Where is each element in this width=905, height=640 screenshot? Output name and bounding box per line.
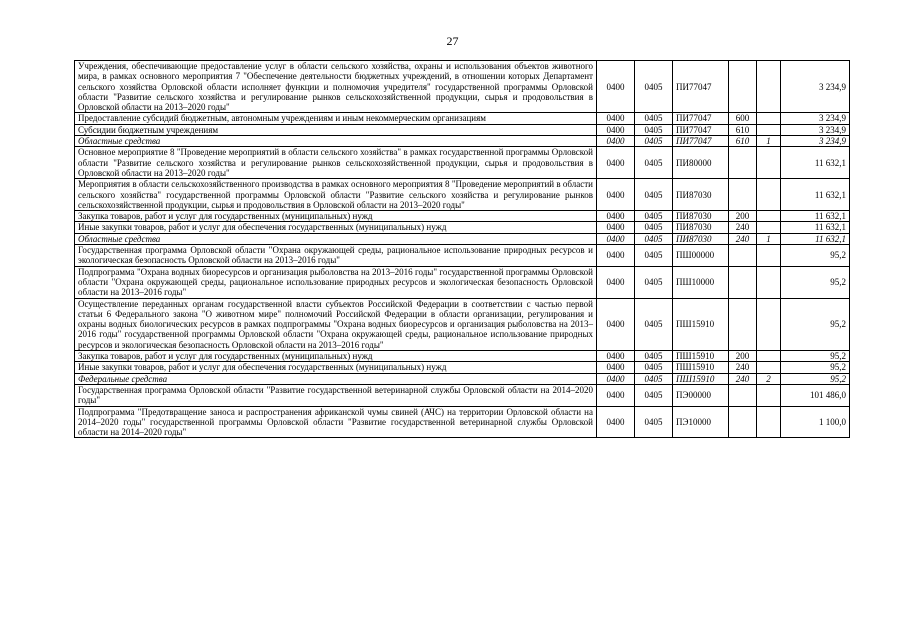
section-code: 0400: [597, 351, 635, 362]
section-code: 0400: [597, 179, 635, 211]
table-row: [75, 124, 850, 135]
row-name: Подпрограмма "Предотвращение заноса и распространения африканской чумы свиней (АЧС) на территории Орловской области на 2014–2020 годы" государственной программы Орловской области "Развитие государственной ветеринарной службы Орловской области на 2014–2020 годы": [75, 406, 597, 438]
table-row: [75, 211, 850, 222]
row-name: Предоставление субсидий бюджетным, автономным учреждениям и иным некоммерческим организациям: [75, 113, 597, 124]
section-code: 0400: [597, 298, 635, 350]
expense-type-code: [729, 384, 757, 406]
target-article-code: ПШ15910: [673, 362, 729, 373]
subsection-code: 0405: [635, 245, 673, 267]
funding-source-code: [757, 351, 781, 362]
expense-type-code: 200: [729, 211, 757, 222]
subsection-code: 0405: [635, 362, 673, 373]
subsection-code: 0405: [635, 179, 673, 211]
row-name: Областные средства: [75, 136, 597, 147]
funding-source-code: [757, 211, 781, 222]
table-row: [75, 113, 850, 124]
subsection-code: 0405: [635, 233, 673, 244]
amount: 3 234,9: [781, 136, 850, 147]
row-name: Учреждения, обеспечивающие предоставление услуг в области сельского хозяйства, охраны и использования объектов животного мира, в рамках основного мероприятия 7 "Обеспечение деятельности бюджетных учреждений, в отношении которых Департамент сельского хозяйства Орловской области исполняет функции и полномочия учредителя" государственной программы Орловской области "Развитие сельского хозяйства и регулирование рынков сельскохозяйственной продукции, сырья и продовольствия в Орловской области на 2013–2020 годы": [75, 61, 597, 113]
amount: 95,2: [781, 373, 850, 384]
target-article-code: ПИ77047: [673, 61, 729, 113]
section-code: 0400: [597, 222, 635, 233]
expense-type-code: [729, 147, 757, 179]
section-code: 0400: [597, 147, 635, 179]
table-row: [75, 351, 850, 362]
subsection-code: 0405: [635, 124, 673, 135]
funding-source-code: [757, 179, 781, 211]
expense-type-code: 200: [729, 351, 757, 362]
expense-type-code: 240: [729, 233, 757, 244]
amount: 101 486,0: [781, 384, 850, 406]
amount: 95,2: [781, 298, 850, 350]
expense-type-code: [729, 298, 757, 350]
subsection-code: 0405: [635, 298, 673, 350]
expense-type-code: 240: [729, 373, 757, 384]
row-name: Иные закупки товаров, работ и услуг для обеспечения государственных (муниципальных) нужд: [75, 222, 597, 233]
subsection-code: 0405: [635, 211, 673, 222]
section-code: 0400: [597, 113, 635, 124]
expense-type-code: 610: [729, 124, 757, 135]
row-name: Закупка товаров, работ и услуг для государственных (муниципальных) нужд: [75, 211, 597, 222]
table-row: [75, 266, 850, 298]
amount: 11 632,1: [781, 222, 850, 233]
target-article-code: ПЭ00000: [673, 384, 729, 406]
funding-source-code: [757, 124, 781, 135]
amount: 11 632,1: [781, 179, 850, 211]
row-name: Государственная программа Орловской области "Охрана окружающей среды, рациональное использование природных ресурсов и экологическая безопасность Орловской области на 2013–2016 годы": [75, 245, 597, 267]
table-row: [75, 147, 850, 179]
section-code: 0400: [597, 61, 635, 113]
row-name: Основное мероприятие 8 "Проведение мероприятий в области сельского хозяйства" в рамках государственной программы Орловской области "Развитие сельского хозяйства и регулирование рынков сельскохозяйственной продукции, сырья и продовольствия в Орловской области на 2013–2020 годы": [75, 147, 597, 179]
funding-source-code: [757, 298, 781, 350]
expense-type-code: 600: [729, 113, 757, 124]
amount: 11 632,1: [781, 147, 850, 179]
subsection-code: 0405: [635, 406, 673, 438]
section-code: 0400: [597, 384, 635, 406]
table-row: [75, 233, 850, 244]
table-row: [75, 245, 850, 267]
expense-type-code: [729, 406, 757, 438]
funding-source-code: 1: [757, 136, 781, 147]
subsection-code: 0405: [635, 136, 673, 147]
target-article-code: ПИ77047: [673, 113, 729, 124]
table-row: [75, 406, 850, 438]
row-name: Подпрограмма "Охрана водных биоресурсов и организация рыболовства на 2013–2016 годы" государственной программы Орловской области "Охрана окружающей среды, рациональное использование природных ресурсов и экологическая безопасность Орловской области на 2013–2016 годы": [75, 266, 597, 298]
target-article-code: ПШ15910: [673, 298, 729, 350]
amount: 11 632,1: [781, 211, 850, 222]
table-row: [75, 384, 850, 406]
expense-type-code: 240: [729, 362, 757, 373]
section-code: 0400: [597, 266, 635, 298]
subsection-code: 0405: [635, 384, 673, 406]
page-number: 27: [446, 34, 459, 48]
row-name: Областные средства: [75, 233, 597, 244]
amount: 95,2: [781, 266, 850, 298]
section-code: 0400: [597, 136, 635, 147]
funding-source-code: [757, 245, 781, 267]
funding-source-code: [757, 113, 781, 124]
target-article-code: ПИ87030: [673, 211, 729, 222]
amount: 3 234,9: [781, 113, 850, 124]
subsection-code: 0405: [635, 147, 673, 179]
expense-type-code: 240: [729, 222, 757, 233]
row-name: Государственная программа Орловской области "Развитие государственной ветеринарной службы Орловской области на 2014–2020 годы": [75, 384, 597, 406]
funding-source-code: [757, 406, 781, 438]
table-row: [75, 362, 850, 373]
row-name: Осуществление переданных органам государственной власти субъектов Российской Федерации в соответствии с частью первой статьи 6 Федерального закона "О животном мире" полномочий Российской Федерации в области организации, регулирования и охраны водных биологических ресурсов в рамках подпрограммы "Охрана водных биоресурсов и организация рыболовства на 2013–2016 годы" государственной программы Орловской области "Охрана окружающей среды, рациональное использование природных ресурсов и экологическая безопасность Орловской области на 2013–2016 годы": [75, 298, 597, 350]
target-article-code: ПЭ10000: [673, 406, 729, 438]
table-row: [75, 373, 850, 384]
subsection-code: 0405: [635, 113, 673, 124]
subsection-code: 0405: [635, 351, 673, 362]
funding-source-code: [757, 61, 781, 113]
target-article-code: ПШ15910: [673, 373, 729, 384]
target-article-code: ПШ10000: [673, 266, 729, 298]
row-name: Федеральные средства: [75, 373, 597, 384]
funding-source-code: [757, 147, 781, 179]
amount: 1 100,0: [781, 406, 850, 438]
table-row: [75, 179, 850, 211]
target-article-code: ПШ00000: [673, 245, 729, 267]
section-code: 0400: [597, 245, 635, 267]
subsection-code: 0405: [635, 222, 673, 233]
amount: 3 234,9: [781, 61, 850, 113]
table-row: [75, 298, 850, 350]
section-code: 0400: [597, 362, 635, 373]
row-name: Закупка товаров, работ и услуг для государственных (муниципальных) нужд: [75, 351, 597, 362]
expense-type-code: 610: [729, 136, 757, 147]
funding-source-code: [757, 222, 781, 233]
section-code: 0400: [597, 406, 635, 438]
table-row: [75, 61, 850, 113]
amount: 3 234,9: [781, 124, 850, 135]
subsection-code: 0405: [635, 266, 673, 298]
row-name: Субсидии бюджетным учреждениям: [75, 124, 597, 135]
table-row: [75, 136, 850, 147]
budget-table: [74, 60, 850, 438]
target-article-code: ПИ87030: [673, 233, 729, 244]
expense-type-code: [729, 61, 757, 113]
target-article-code: ПИ77047: [673, 136, 729, 147]
section-code: 0400: [597, 373, 635, 384]
section-code: 0400: [597, 233, 635, 244]
section-code: 0400: [597, 124, 635, 135]
row-name: Мероприятия в области сельскохозяйственного производства в рамках основного мероприятия 8 "Проведение мероприятий в области сельского хозяйства" государственной программы Орловской области "Развитие сельского хозяйства и регулирование рынков сельскохозяйственной продукции, сырья и продовольствия в Орловской области на 2013–2020 годы": [75, 179, 597, 211]
funding-source-code: 1: [757, 233, 781, 244]
amount: 11 632,1: [781, 233, 850, 244]
funding-source-code: [757, 384, 781, 406]
table-row: [75, 222, 850, 233]
section-code: 0400: [597, 211, 635, 222]
target-article-code: ПИ87030: [673, 179, 729, 211]
row-name: Иные закупки товаров, работ и услуг для обеспечения государственных (муниципальных) нужд: [75, 362, 597, 373]
amount: 95,2: [781, 362, 850, 373]
funding-source-code: [757, 266, 781, 298]
target-article-code: ПИ87030: [673, 222, 729, 233]
amount: 95,2: [781, 245, 850, 267]
expense-type-code: [729, 266, 757, 298]
target-article-code: ПИ80000: [673, 147, 729, 179]
subsection-code: 0405: [635, 61, 673, 113]
funding-source-code: [757, 362, 781, 373]
expense-type-code: [729, 245, 757, 267]
amount: 95,2: [781, 351, 850, 362]
funding-source-code: 2: [757, 373, 781, 384]
target-article-code: ПИ77047: [673, 124, 729, 135]
subsection-code: 0405: [635, 373, 673, 384]
expense-type-code: [729, 179, 757, 211]
target-article-code: ПШ15910: [673, 351, 729, 362]
